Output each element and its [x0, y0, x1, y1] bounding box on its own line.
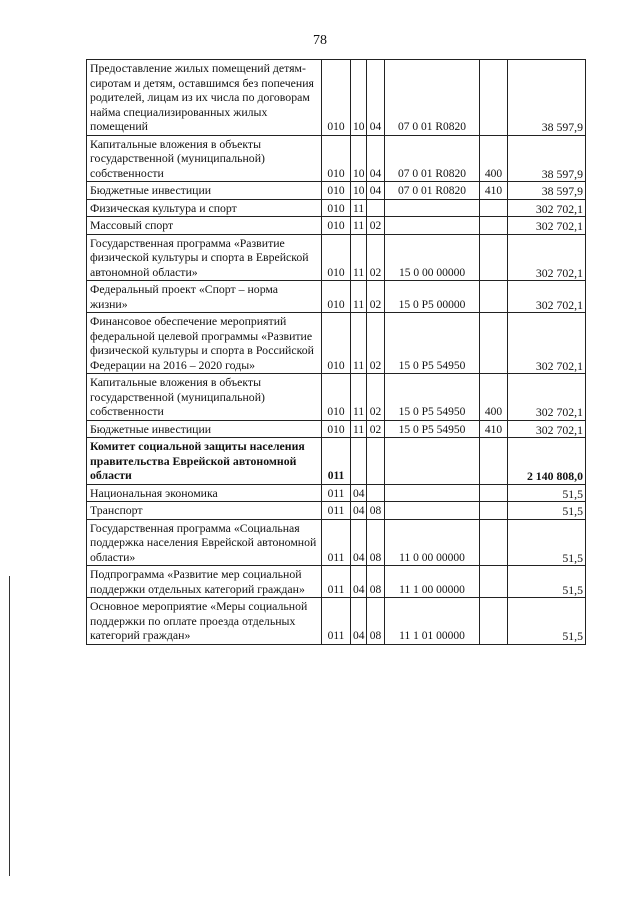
table-row: [87, 281, 586, 313]
cell-amount: 51,5: [508, 566, 586, 598]
cell-target-article: 15 0 P5 54950: [385, 420, 480, 438]
row-name: Федеральный проект «Спорт – норма жизни»: [87, 281, 322, 313]
cell-ministry-code: 011: [322, 484, 351, 502]
cell-amount: 302 702,1: [508, 234, 586, 281]
cell-expense-type: [480, 598, 508, 645]
cell-amount: 38 597,9: [508, 60, 586, 136]
table-row: [87, 374, 586, 421]
cell-subsection-code: 02: [367, 281, 385, 313]
cell-amount: 51,5: [508, 502, 586, 520]
cell-section-code: 11: [351, 217, 367, 235]
cell-section-code: 11: [351, 374, 367, 421]
cell-section-code: 11: [351, 234, 367, 281]
cell-target-article: [385, 217, 480, 235]
cell-subsection-code: 02: [367, 217, 385, 235]
cell-ministry-code: 011: [322, 566, 351, 598]
table-row: [87, 135, 586, 182]
cell-section-code: 04: [351, 598, 367, 645]
cell-target-article: 15 0 P5 00000: [385, 281, 480, 313]
cell-expense-type: [480, 438, 508, 485]
cell-target-article: 11 1 01 00000: [385, 598, 480, 645]
row-name: Бюджетные инвестиции: [87, 182, 322, 200]
table-row: [87, 182, 586, 200]
cell-amount: 51,5: [508, 519, 586, 566]
cell-section-code: 10: [351, 135, 367, 182]
row-name: Массовый спорт: [87, 217, 322, 235]
cell-amount: 51,5: [508, 598, 586, 645]
cell-ministry-code: 010: [322, 199, 351, 217]
budget-table: [86, 59, 586, 645]
cell-target-article: [385, 438, 480, 485]
cell-subsection-code: 08: [367, 519, 385, 566]
cell-section-code: 11: [351, 199, 367, 217]
cell-amount: 38 597,9: [508, 182, 586, 200]
cell-section-code: 11: [351, 281, 367, 313]
page-number: 78: [313, 33, 327, 48]
cell-subsection-code: 08: [367, 566, 385, 598]
table-row: [87, 199, 586, 217]
cell-ministry-code: 010: [322, 60, 351, 136]
cell-ministry-code: 010: [322, 313, 351, 374]
cell-target-article: 11 1 00 00000: [385, 566, 480, 598]
cell-subsection-code: 02: [367, 420, 385, 438]
cell-ministry-code: 011: [322, 502, 351, 520]
cell-target-article: 11 0 00 00000: [385, 519, 480, 566]
table-body: [87, 60, 586, 645]
margin-line: [9, 576, 10, 876]
cell-target-article: [385, 199, 480, 217]
table-row: [87, 217, 586, 235]
cell-expense-type: [480, 60, 508, 136]
row-name: Национальная экономика: [87, 484, 322, 502]
cell-target-article: 15 0 00 00000: [385, 234, 480, 281]
row-name: Финансовое обеспечение мероприятий федеральной целевой программы «Развитие физической культуры и спорта в Российской Федерации на 2016 – 2020 годы»: [87, 313, 322, 374]
cell-expense-type: [480, 502, 508, 520]
cell-ministry-code: 010: [322, 374, 351, 421]
cell-section-code: 04: [351, 519, 367, 566]
cell-expense-type: 410: [480, 420, 508, 438]
table-row: [87, 60, 586, 136]
cell-section-code: 04: [351, 566, 367, 598]
cell-expense-type: [480, 313, 508, 374]
row-name: Государственная программа «Развитие физической культуры и спорта в Еврейской автономной области»: [87, 234, 322, 281]
cell-target-article: 07 0 01 R0820: [385, 60, 480, 136]
cell-target-article: 07 0 01 R0820: [385, 135, 480, 182]
cell-target-article: 15 0 P5 54950: [385, 313, 480, 374]
cell-section-code: [351, 438, 367, 485]
cell-section-code: 11: [351, 313, 367, 374]
table-row: [87, 502, 586, 520]
cell-expense-type: 400: [480, 374, 508, 421]
cell-amount: 302 702,1: [508, 281, 586, 313]
row-name: Комитет социальной защиты населения правительства Еврейской автономной области: [87, 438, 322, 485]
cell-amount: 302 702,1: [508, 199, 586, 217]
cell-ministry-code: 010: [322, 234, 351, 281]
cell-amount: 302 702,1: [508, 313, 586, 374]
cell-ministry-code: 010: [322, 217, 351, 235]
cell-subsection-code: 04: [367, 135, 385, 182]
cell-expense-type: 410: [480, 182, 508, 200]
cell-subsection-code: 08: [367, 598, 385, 645]
row-name: Государственная программа «Социальная поддержка населения Еврейской автономной области»: [87, 519, 322, 566]
cell-section-code: 10: [351, 182, 367, 200]
cell-subsection-code: [367, 199, 385, 217]
table-row: [87, 420, 586, 438]
row-name: Транспорт: [87, 502, 322, 520]
table-row: [87, 234, 586, 281]
cell-subsection-code: [367, 438, 385, 485]
row-name: Предоставление жилых помещений детям-сиротам и детям, оставшимся без попечения родителей, лицам из их числа по договорам найма специализированных жилых помещений: [87, 60, 322, 136]
row-name: Капитальные вложения в объекты государственной (муниципальной) собственности: [87, 374, 322, 421]
cell-section-code: 11: [351, 420, 367, 438]
cell-expense-type: [480, 217, 508, 235]
cell-expense-type: 400: [480, 135, 508, 182]
table-row: [87, 598, 586, 645]
row-name: Подпрограмма «Развитие мер социальной поддержки отдельных категорий граждан»: [87, 566, 322, 598]
cell-section-code: 04: [351, 484, 367, 502]
cell-subsection-code: 02: [367, 374, 385, 421]
table-row: [87, 519, 586, 566]
cell-subsection-code: 08: [367, 502, 385, 520]
row-name: Бюджетные инвестиции: [87, 420, 322, 438]
row-name: Основное мероприятие «Меры социальной поддержки по оплате проезда отдельных категорий граждан»: [87, 598, 322, 645]
cell-expense-type: [480, 199, 508, 217]
cell-expense-type: [480, 519, 508, 566]
cell-target-article: [385, 502, 480, 520]
cell-ministry-code: 010: [322, 420, 351, 438]
cell-expense-type: [480, 484, 508, 502]
cell-amount: 302 702,1: [508, 217, 586, 235]
cell-subsection-code: 02: [367, 234, 385, 281]
cell-subsection-code: 02: [367, 313, 385, 374]
cell-ministry-code: 011: [322, 438, 351, 485]
cell-ministry-code: 010: [322, 135, 351, 182]
cell-ministry-code: 011: [322, 598, 351, 645]
cell-subsection-code: 04: [367, 182, 385, 200]
cell-section-code: 04: [351, 502, 367, 520]
cell-section-code: 10: [351, 60, 367, 136]
cell-ministry-code: 010: [322, 182, 351, 200]
cell-target-article: [385, 484, 480, 502]
cell-target-article: 15 0 P5 54950: [385, 374, 480, 421]
cell-amount: 2 140 808,0: [508, 438, 586, 485]
cell-ministry-code: 011: [322, 519, 351, 566]
cell-target-article: 07 0 01 R0820: [385, 182, 480, 200]
table-row: [87, 484, 586, 502]
table-row: [87, 438, 586, 485]
cell-expense-type: [480, 566, 508, 598]
cell-amount: 302 702,1: [508, 420, 586, 438]
cell-amount: 302 702,1: [508, 374, 586, 421]
row-name: Физическая культура и спорт: [87, 199, 322, 217]
cell-subsection-code: 04: [367, 60, 385, 136]
cell-expense-type: [480, 281, 508, 313]
cell-subsection-code: [367, 484, 385, 502]
table-row: [87, 313, 586, 374]
row-name: Капитальные вложения в объекты государственной (муниципальной) собственности: [87, 135, 322, 182]
cell-ministry-code: 010: [322, 281, 351, 313]
cell-amount: 38 597,9: [508, 135, 586, 182]
cell-amount: 51,5: [508, 484, 586, 502]
table-row: [87, 566, 586, 598]
cell-expense-type: [480, 234, 508, 281]
